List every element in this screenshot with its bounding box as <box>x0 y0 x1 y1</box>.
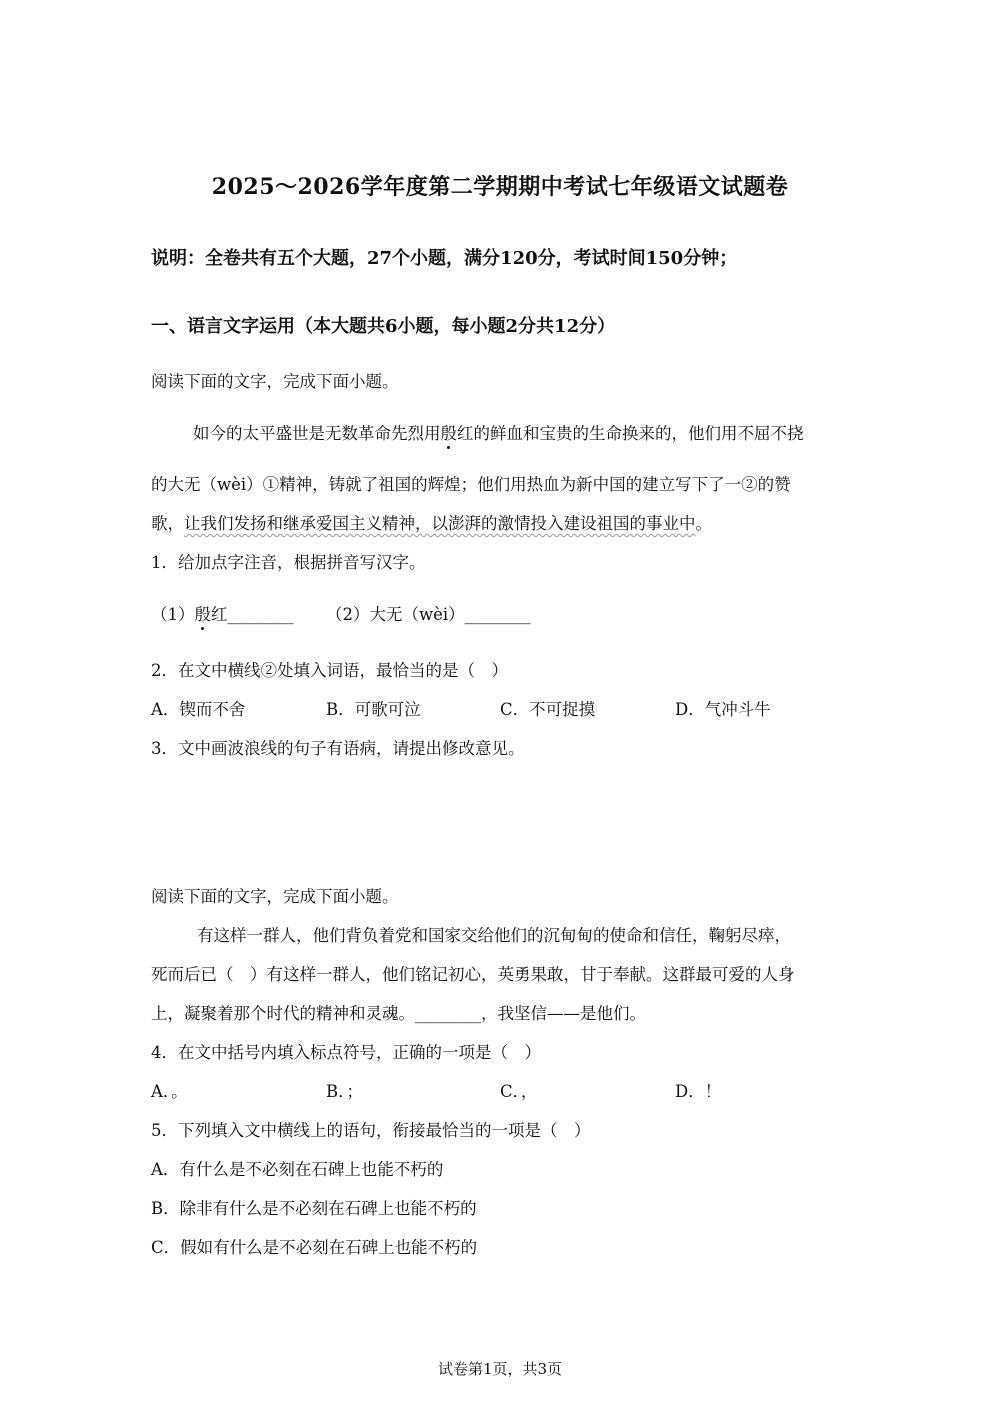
passage-line: 有这样一群人，他们背负着党和国家交给他们的沉甸甸的使命和信任，鞠躬尽瘁， <box>197 926 791 945</box>
option-c: C．不可捉摸 <box>500 700 596 719</box>
option-a: A．。 <box>151 1082 188 1101</box>
option-a: A．有什么是不必刻在石碑上也能不朽的 <box>151 1160 444 1179</box>
question-1: 1．给加点字注音，根据拼音写汉字。 <box>151 553 426 572</box>
option-b: B．可歌可泣 <box>326 700 421 719</box>
question-1-part-1 <box>151 601 294 625</box>
passage-text: 红的鲜血和宝贵的生命换来的，他们用不屈不挠 <box>457 424 804 443</box>
dotted-character: 殷 <box>441 420 458 444</box>
answer-blank: 红________ <box>211 605 294 624</box>
exam-instructions: 说明：全卷共有五个大题，27个小题，满分120分，考试时间150分钟； <box>151 248 738 269</box>
option-d: D．气冲斗牛 <box>675 700 771 719</box>
reading-intro: 阅读下面的文字，完成下面小题。 <box>151 887 399 906</box>
passage-line: 死而后已（ ）有这样一群人，他们铭记初心，英勇果敢，甘于奉献。这群最可爱的人身 <box>151 965 795 984</box>
passage-line <box>193 420 804 444</box>
question-text: （1） <box>151 605 195 624</box>
passage-line <box>151 510 712 534</box>
option-a: A．锲而不舍 <box>151 700 246 719</box>
question-2: 2．在文中横线②处填入词语，最恰当的是（ ） <box>151 661 508 680</box>
section-1-heading: 一、语言文字运用（本大题共6小题，每小题2分共12分） <box>151 316 616 337</box>
option-c: C．假如有什么是不必刻在石碑上也能不朽的 <box>151 1238 478 1257</box>
option-d: D．！ <box>675 1082 722 1101</box>
passage-line: 上，凝聚着那个时代的精神和灵魂。________，我坚信——是他们。 <box>151 1004 646 1023</box>
question-4: 4．在文中括号内填入标点符号，正确的一项是（ ） <box>151 1043 541 1062</box>
passage-text: 歌， <box>151 514 184 533</box>
option-b: B．； <box>326 1082 363 1101</box>
reading-intro: 阅读下面的文字，完成下面小题。 <box>151 372 399 391</box>
question-5: 5．下列填入文中横线上的语句，衔接最恰当的一项是（ ） <box>151 1121 591 1140</box>
passage-line: 的大无（wèi）①精神，铸就了祖国的辉煌；他们用热血为新中国的建立写下了一②的赞 <box>151 475 791 494</box>
page-footer: 试卷第1页，共3页 <box>437 1360 563 1378</box>
wavy-underlined-sentence: 让我们发扬和继承爱国主义精神，以澎湃的激情投入建设祖国的事业中 <box>184 514 696 533</box>
dotted-character: 殷 <box>195 601 212 625</box>
question-3: 3．文中画波浪线的句子有语病，请提出修改意见。 <box>151 739 525 758</box>
exam-title: 2025～2026学年度第二学期期中考试七年级语文试题卷 <box>211 174 789 200</box>
question-1-part-2: （2）大无（wèi）________ <box>326 605 531 624</box>
passage-text: 如今的太平盛世是无数革命先烈用 <box>193 424 441 443</box>
passage-text: 。 <box>695 514 712 533</box>
option-c: C．， <box>500 1082 538 1101</box>
option-b: B．除非有什么是不必刻在石碑上也能不朽的 <box>151 1199 477 1218</box>
